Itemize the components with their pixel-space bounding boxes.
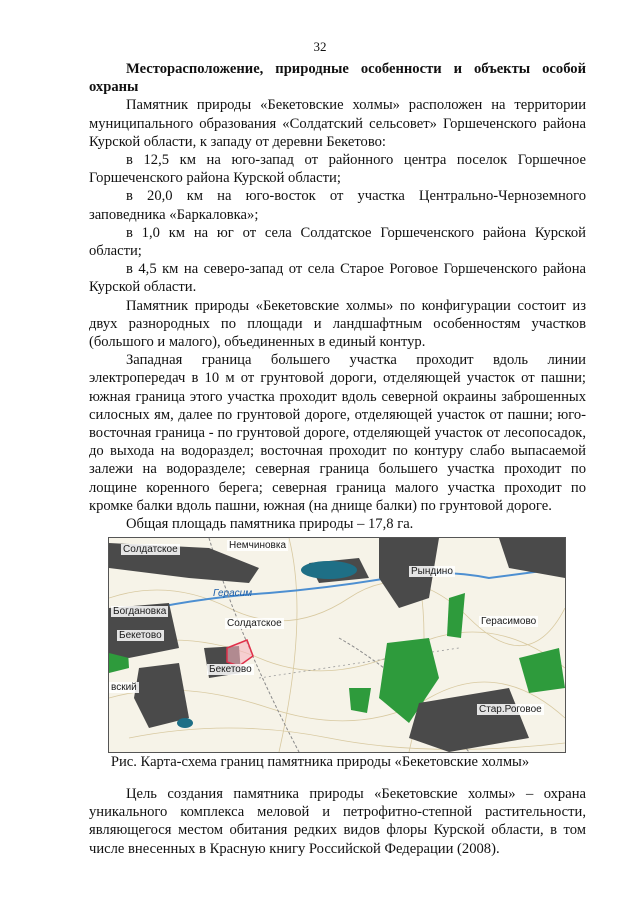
- protected-area-boundary: [227, 640, 253, 666]
- map-label: Богдановка: [113, 606, 167, 617]
- map-label: Солдатское: [123, 544, 178, 555]
- forest-area: [349, 688, 371, 713]
- pond: [177, 718, 193, 728]
- boundary-map: [108, 537, 566, 753]
- paragraph: Памятник природы «Бекетовские холмы» расположен на территории муниципального образования «Солдатский сельсовет» Горшеченского района Курской области, к западу от деревни Бекетово:: [89, 97, 586, 150]
- paragraph: Западная граница большего участка проходит вдоль линии электропередач в 10 м от грунтовой дороги, отделяющей участок от пашни; южная граница этого участка проходит вдоль северной окраины заброшенных силосных ям, далее по грунтовой дороге, отделяющей участок от пашни; юго-восточная граница - по грунтовой дороге, отделяющей участок от лесопосадок, до выхода на водораздел; восточная проходит по контуру слабо выпасаемой залежи на водоразделе; северная граница большего участка проходит по лощине коренного берега; северная граница малого участка проходит по кромке балки вдоль пашни, южная (на днище балки) по грунтовой дороге.: [89, 352, 586, 514]
- map-label: Герасим: [213, 588, 253, 599]
- settlement-area: [134, 663, 189, 728]
- page-number: 32: [313, 39, 327, 54]
- paragraph: в 1,0 км на юг от села Солдатское Горшеченского района Курской области;: [89, 224, 586, 260]
- paragraph: Цель создания памятника природы «Бекетовские холмы» – охрана уникального комплекса меловой и петрофитно-степной растительности, являющегося местом обитания редких видов флоры Курской области, в том числе внесенных в Красную книгу Российской Федерации (2008).: [89, 786, 586, 857]
- map-label: Герасимово: [481, 616, 537, 627]
- figure-caption: Рис. Карта-схема границ памятника природы «Бекетовские холмы»: [110, 754, 530, 770]
- paragraph: в 20,0 км на юго-восток от участка Центрально-Черноземного заповедника «Баркаловка»;: [89, 188, 586, 223]
- map-label: Стар.Роговое: [479, 704, 542, 715]
- pond: [301, 561, 357, 579]
- map-label: Рындино: [411, 566, 453, 577]
- paragraph: Памятник природы «Бекетовские холмы» по конфигурации состоит из двух разнородных по площади и ландшафтным особенностям участков (большого и малого), объединенных в единый контур.: [89, 297, 586, 351]
- settlement-area: [409, 688, 529, 752]
- forest-area: [447, 593, 465, 638]
- map-label: Солдатское: [227, 618, 282, 629]
- closing-paragraph-block: [89, 785, 586, 858]
- paragraph: в 12,5 км на юго-запад от районного центра поселок Горшечное Горшеченского района Курской области;: [89, 152, 586, 187]
- map-label: вский: [111, 682, 137, 693]
- map-label: Немчиновка: [229, 540, 287, 551]
- paragraph: Общая площадь памятника природы – 17,8 га.: [126, 516, 414, 533]
- settlement-area: [499, 538, 565, 578]
- map-drawing: [109, 538, 565, 752]
- paragraph: в 4,5 км на северо-запад от села Старое Роговое Горшеченского района Курской области.: [89, 261, 586, 296]
- map-label: Бекетово: [119, 630, 162, 641]
- document-body: [89, 60, 586, 533]
- section-heading: Месторасположение, природные особенности и объекты особой охраны: [89, 61, 586, 96]
- forest-area: [519, 648, 565, 693]
- map-label: Бекетово: [209, 664, 252, 675]
